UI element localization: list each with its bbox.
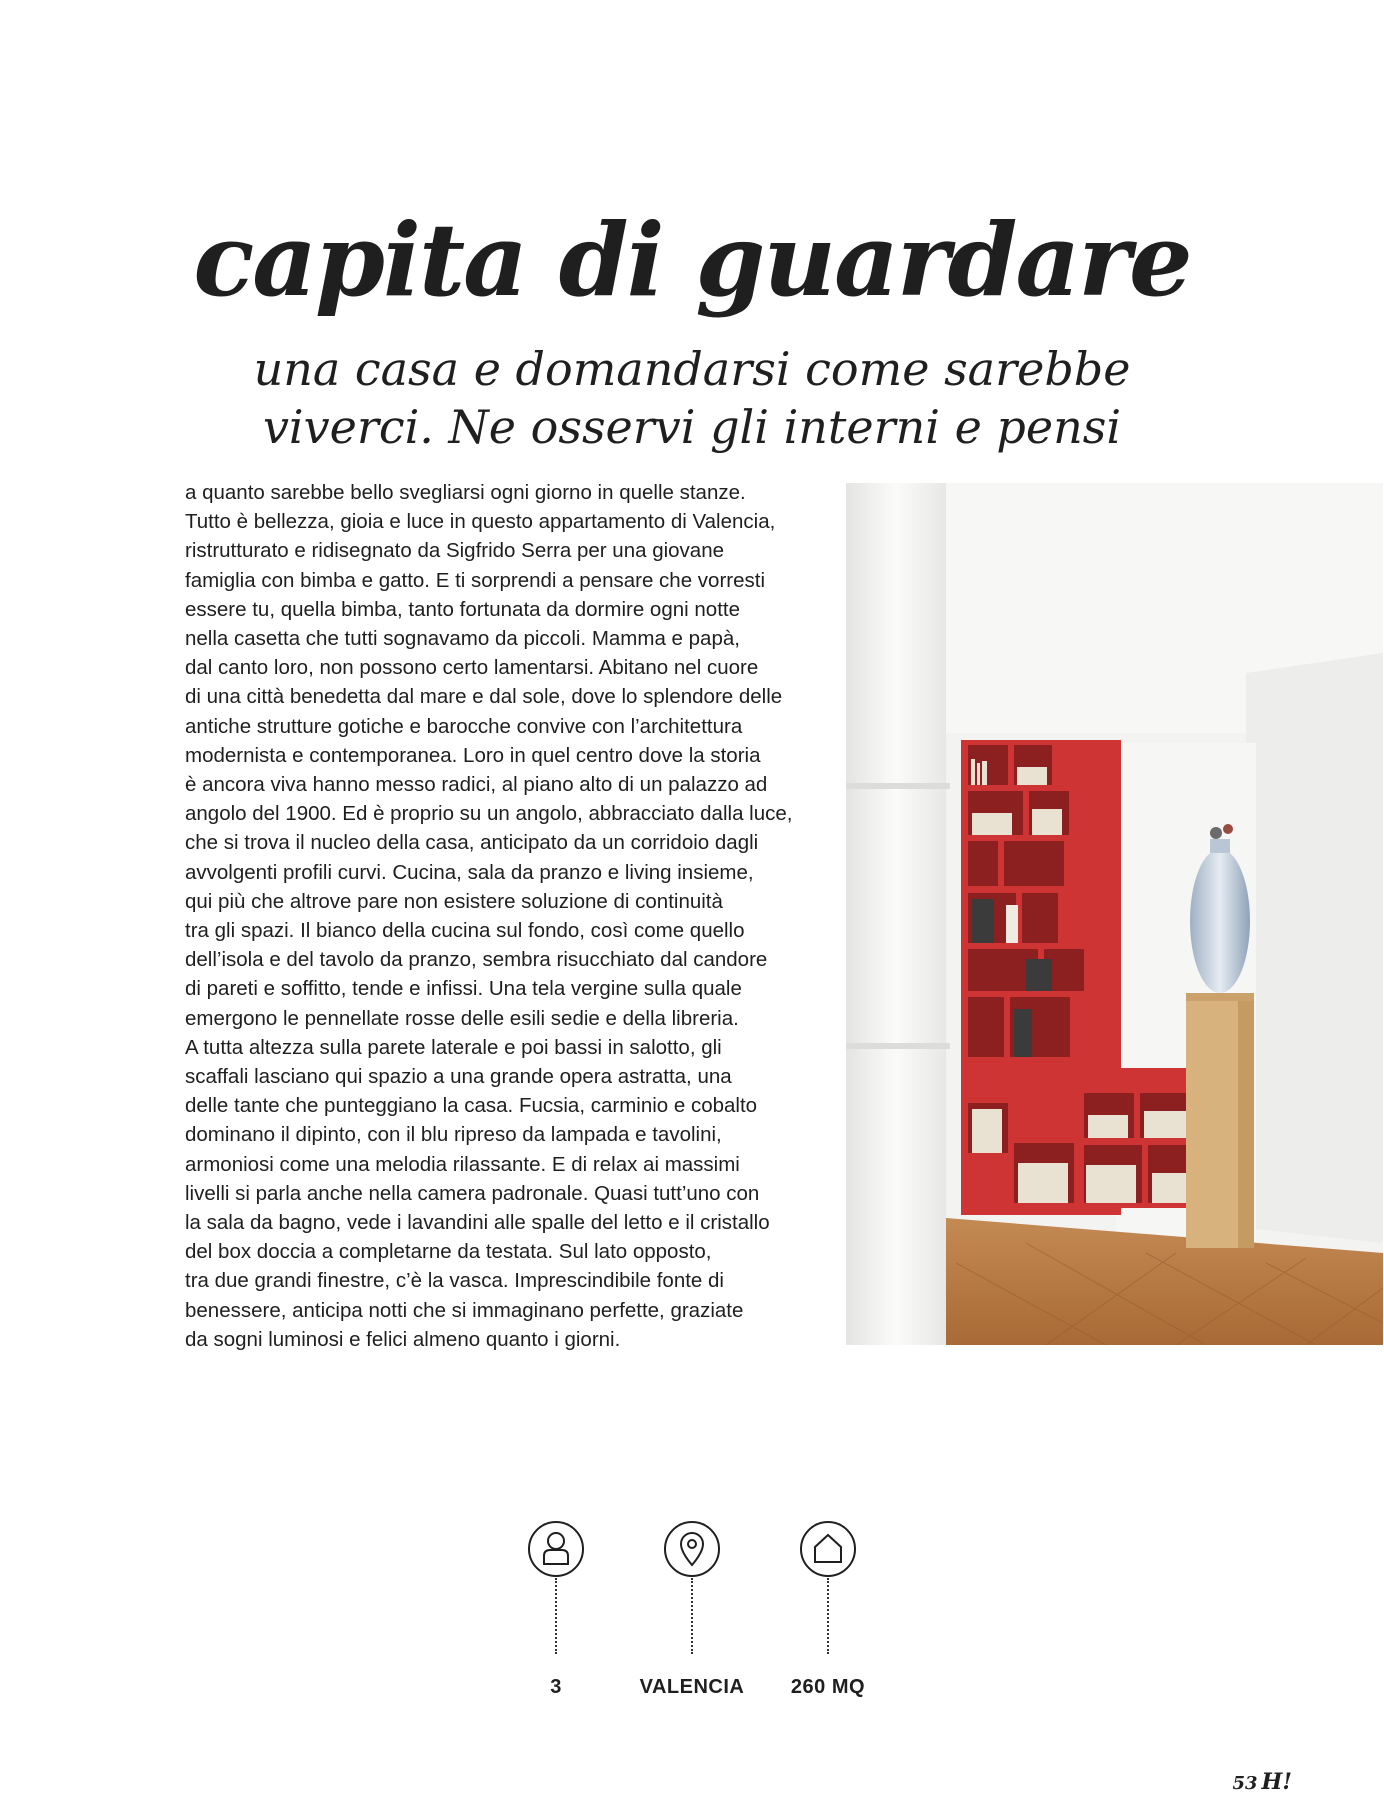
headline: capita di guardare [193,201,1191,319]
body-line: modernista e contemporanea. Loro in quel centro dove la storia [185,743,761,767]
fact-icons [0,1520,1384,1700]
body-line: scaffali lasciano qui spazio a una grande opera astratta, una [185,1065,732,1089]
subhead-line: viverci. Ne osservi gli interni e pensi [262,400,1122,454]
subheadline [150,340,1234,456]
body-line: emergono le pennellate rosse delle esili sedie e della libreria. [185,1006,739,1030]
stat-value: 260 MQ [790,1676,866,1698]
body-line: da sogni luminosi e felici almeno quanto i giorni. [185,1327,621,1351]
body-line: tra due grandi finestre, c’è la vasca. Imprescindibile fonte di [185,1269,724,1293]
body-line: famiglia con bimba e gatto. E ti sorprendi a pensare che vorresti [185,568,765,592]
brand-logo: H! [1261,1769,1292,1795]
person-icon [527,1520,585,1578]
body-line: delle tante che punteggiano la casa. Fucsia, carminio e cobalto [185,1094,758,1118]
interior-photo [846,483,1383,1345]
body-line: dal canto loro, non possono certo lamentarsi. Abitano nel cuore [185,656,759,680]
body-line: essere tu, quella bimba, tanto fortunata da dormire ogni notte [185,597,740,621]
body-line: nella casetta che tutti sognavamo da piccoli. Mamma e papà, [185,627,740,651]
body-line: è ancora viva hanno messo radici, al piano alto di un palazzo ad [185,773,768,797]
body-line: antiche strutture gotiche e barocche convive con l’architettura [185,714,743,738]
article-body [185,478,825,1354]
body-line: che si trova il nucleo della casa, anticipato da un corridoio dagli [185,831,759,855]
body-line: dominano il dipinto, con il blu ripreso da lampada e tavolini, [185,1123,722,1147]
location-pin-icon [663,1520,721,1578]
stat-value: 3 [550,1676,562,1698]
body-line: livelli si parla anche nella camera padronale. Quasi tutt’uno con [185,1181,760,1205]
page-folio [1232,1769,1292,1795]
body-line: qui più che altrove pare non esistere soluzione di continuità [185,889,723,913]
stat-value: VALENCIA [639,1676,745,1698]
body-line: Tutto è bellezza, gioia e luce in questo appartamento di Valencia, [185,510,776,534]
body-line: ristrutturato e ridisegnato da Sigfrido Serra per una giovane [185,539,725,563]
body-line: tra gli spazi. Il bianco della cucina sul fondo, così come quello [185,919,745,943]
body-line: avvolgenti profili curvi. Cucina, sala da pranzo e living insieme, [185,860,754,884]
stat-area [748,1520,908,1699]
body-line: angolo del 1900. Ed è proprio su un angolo, abbracciato dalla luce, [185,802,793,826]
body-line: di pareti e soffitto, tende e infissi. Una tela vergine sulla quale [185,977,742,1001]
subhead-line: una casa e domandarsi come sarebbe [253,342,1131,396]
body-line: a quanto sarebbe bello svegliarsi ogni giorno in quelle stanze. [185,481,746,504]
body-line: armoniosi come una melodia rilassante. E di relax ai massimi [185,1152,740,1176]
body-line: A tutta altezza sulla parete laterale e poi bassi in salotto, gli [185,1035,722,1059]
body-line: di una città benedetta dal mare e dal sole, dove lo splendore delle [185,685,783,709]
house-icon [799,1520,857,1578]
body-line: la sala da bagno, vede i lavandini alle spalle del letto e il cristallo [185,1211,770,1235]
body-line: del box doccia a completarne da testata. Sul lato opposto, [185,1240,712,1264]
dotted-connector [691,1578,693,1654]
dotted-connector [827,1578,829,1654]
page-number: 53 [1232,1773,1258,1794]
body-line: dell’isola e del tavolo da pranzo, sembra risucchiato dal candore [185,948,768,972]
body-line: benessere, anticipa notti che si immaginano perfette, graziate [185,1298,744,1322]
dotted-connector [555,1578,557,1654]
interior-photo-illustration [846,483,1383,1345]
